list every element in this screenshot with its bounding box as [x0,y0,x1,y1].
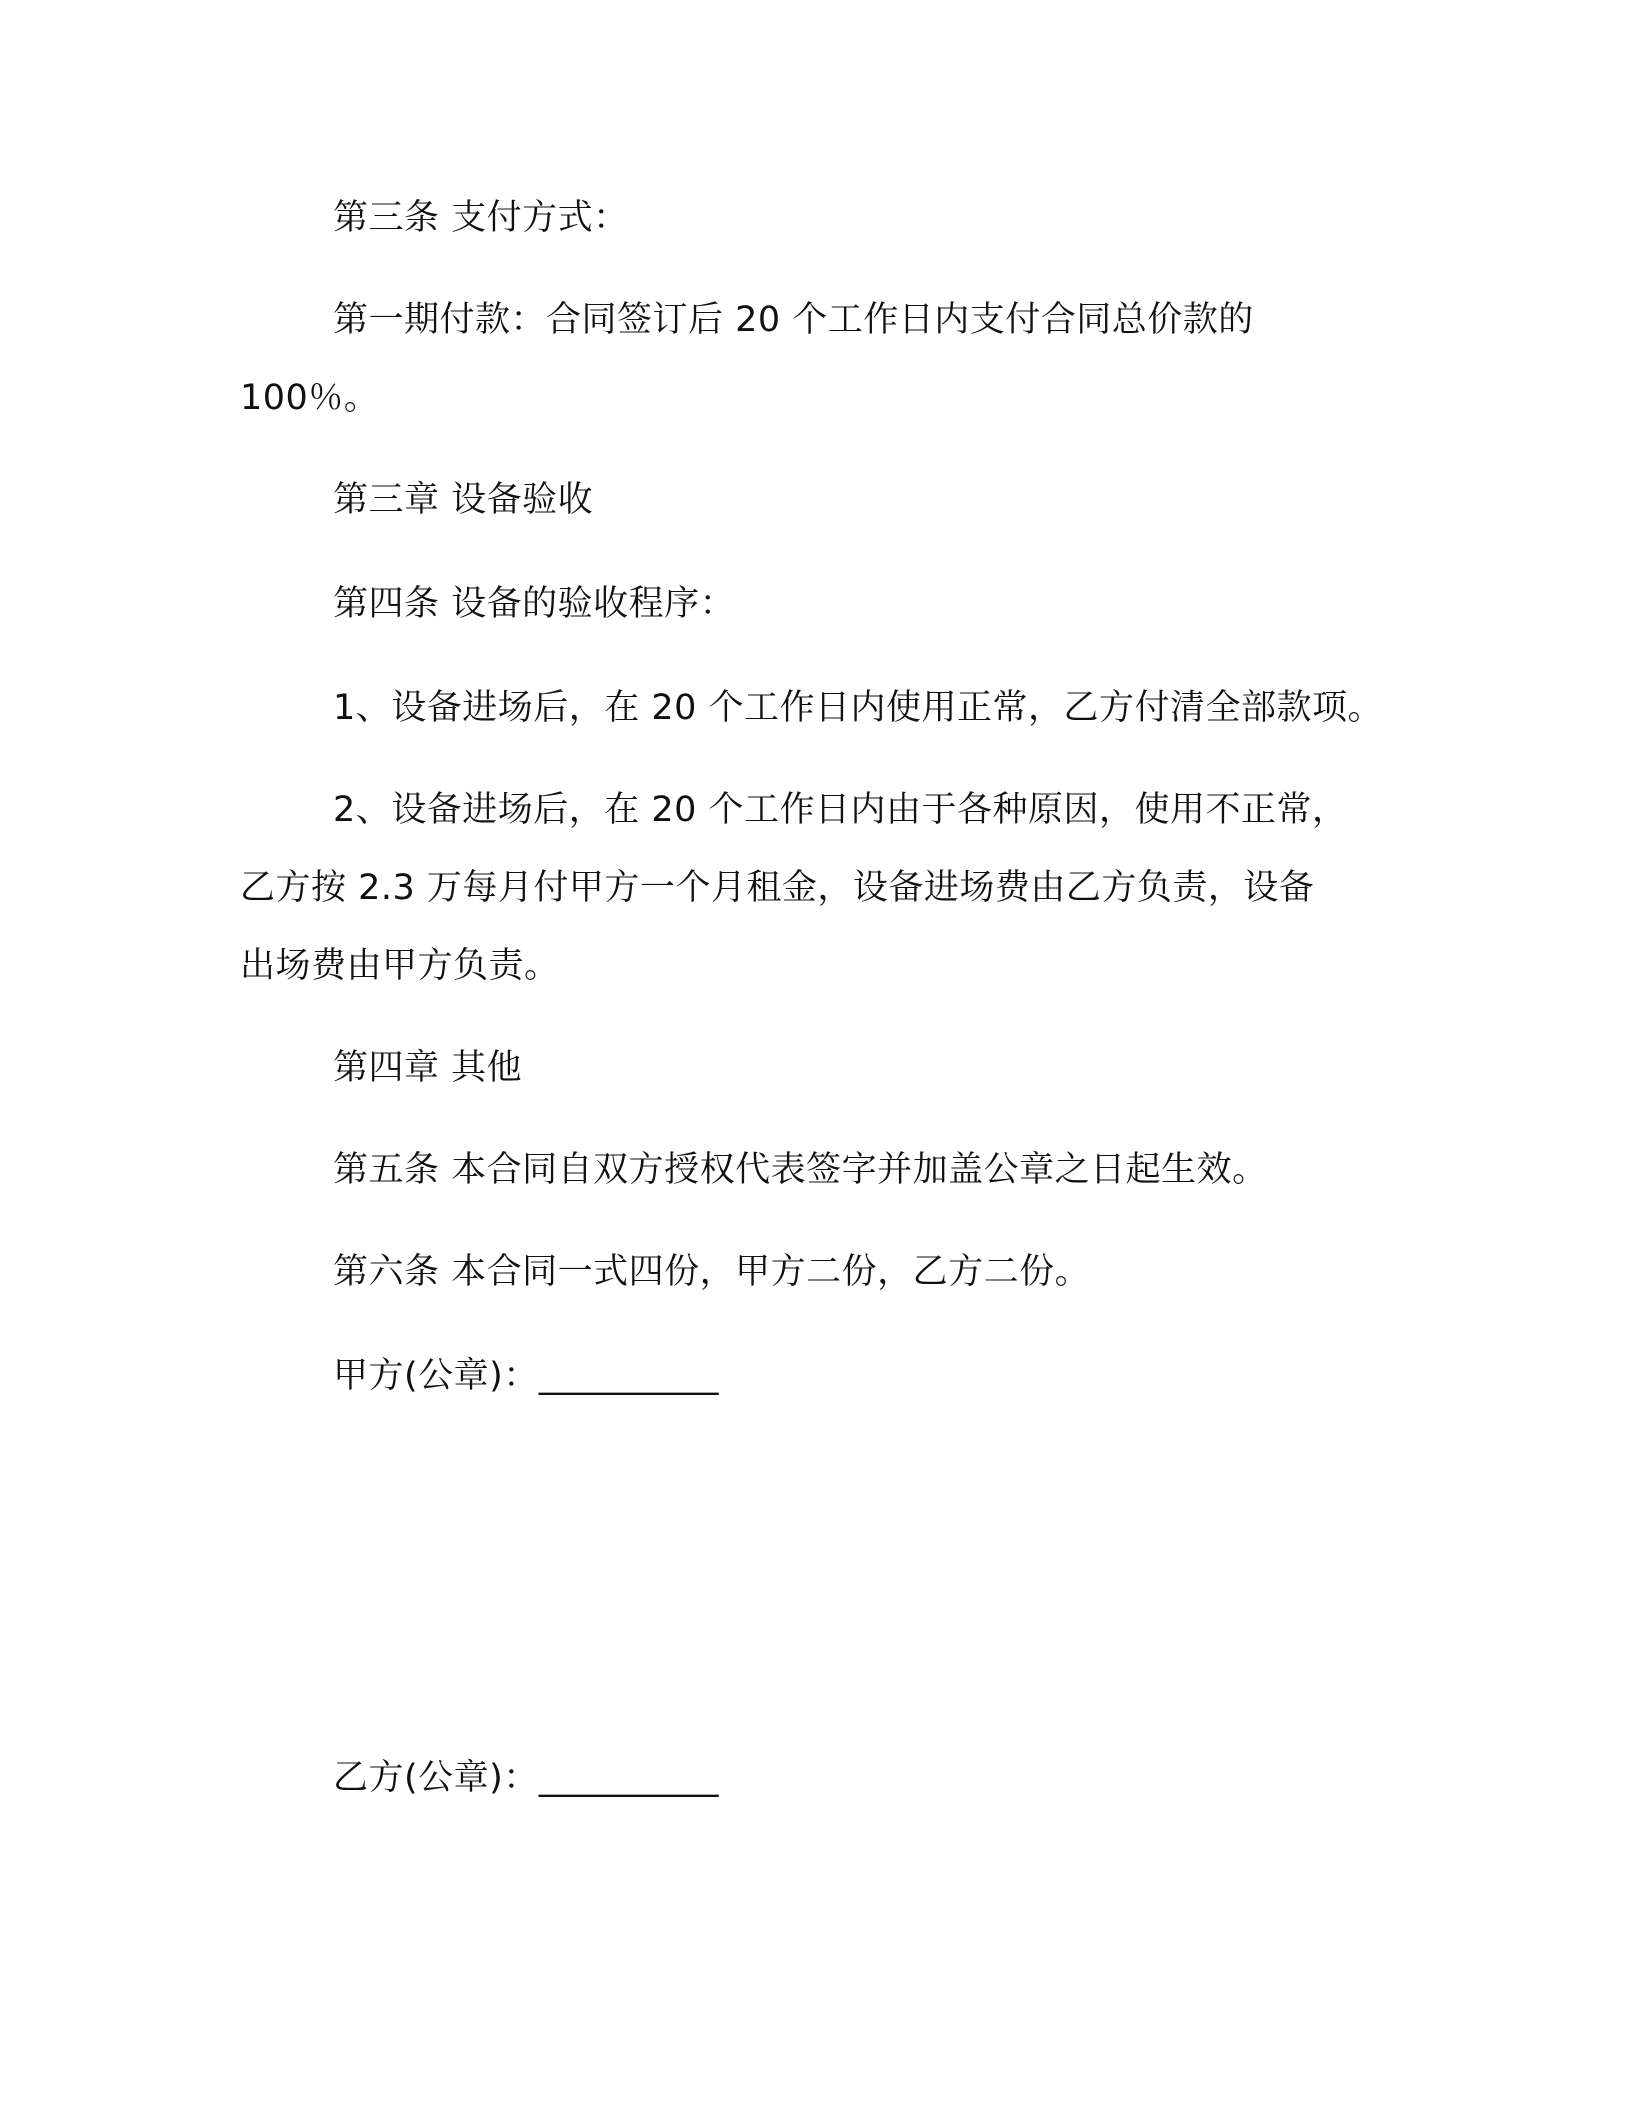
article-5-text: 第五条 本合同自双方授权代表签字并加盖公章之日起生效。 [333,1150,1268,1190]
article-4-heading: 第四条 设备的验收程序： [333,584,736,624]
article-4-item-2-line-1: 2、设备进场后，在 20 个工作日内由于各种原因，使用不正常， [333,790,1348,830]
party-b-signature-row [333,1756,719,1800]
chapter-3-heading: 第三章 设备验收 [333,480,594,520]
article-4-item-1: 1、设备进场后，在 20 个工作日内使用正常，乙方付清全部款项。 [333,688,1384,728]
chapter-4-heading: 第四章 其他 [333,1048,523,1088]
article-3-payment-line-1: 第一期付款：合同签订后 20 个工作日内支付合同总价款的 [333,300,1254,340]
party-a-label: 甲方(公章)： [333,1356,539,1396]
article-3-payment-line-2: 100％。 [240,378,380,418]
party-b-signature-blank: __________ [538,1758,719,1798]
article-6-text: 第六条 本合同一式四份，甲方二份，乙方二份。 [333,1252,1091,1292]
article-3-heading: 第三条 支付方式： [333,198,629,238]
party-b-label: 乙方(公章)： [333,1758,539,1798]
article-4-item-2-line-3: 出场费由甲方负责。 [240,946,560,986]
party-a-signature-row [333,1354,719,1398]
article-4-item-2-line-2: 乙方按 2.3 万每月付甲方一个月租金，设备进场费由乙方负责，设备 [240,868,1315,908]
party-a-signature-blank: __________ [538,1356,719,1396]
